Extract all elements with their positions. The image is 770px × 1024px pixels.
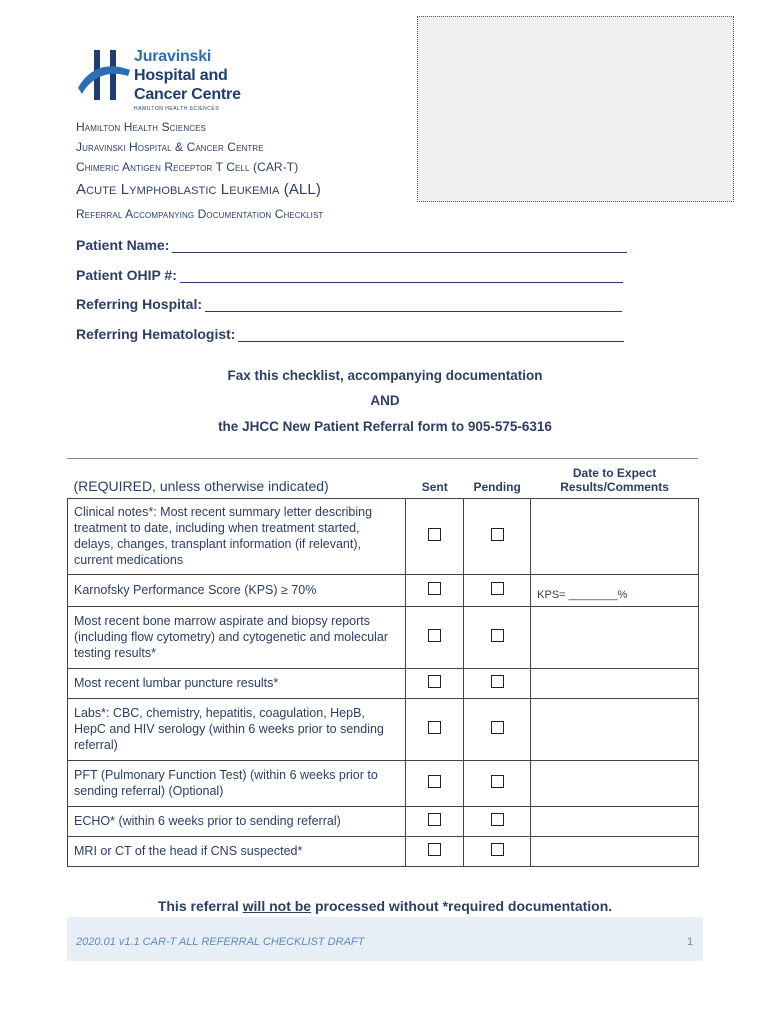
header-sent: Sent xyxy=(406,462,464,498)
row-comment[interactable] xyxy=(531,836,699,866)
required-documentation-note xyxy=(0,898,770,914)
row-comment[interactable] xyxy=(531,698,699,760)
referring-hematologist-field[interactable] xyxy=(76,326,624,342)
referring-hospital-field[interactable] xyxy=(76,296,622,312)
kps-comment[interactable]: KPS= ________% xyxy=(531,574,699,606)
row-comment[interactable] xyxy=(531,606,699,668)
pending-checkbox[interactable] xyxy=(491,843,504,856)
row-label: ECHO* (within 6 weeks prior to sending referral) xyxy=(68,806,406,836)
pending-checkbox[interactable] xyxy=(491,813,504,826)
fax-instruction-and: AND xyxy=(370,393,400,408)
sent-checkbox[interactable] xyxy=(428,721,441,734)
row-label: PFT (Pulmonary Function Test) (within 6 weeks prior to sending referral) (Optional) xyxy=(68,760,406,806)
header-required: (REQUIRED, unless otherwise indicated) xyxy=(68,462,406,498)
logo-subtitle: HAMILTON HEALTH SCIENCES xyxy=(134,106,220,112)
row-label: Labs*: CBC, chemistry, hepatitis, coagulation, HepB, HepC and HIV serology (within 6 weeks prior to sending referral) xyxy=(68,698,406,760)
patient-name-label: Patient Name: xyxy=(76,237,170,253)
page-number: 1 xyxy=(687,936,694,948)
logo-line-1: Juravinski xyxy=(134,48,212,65)
referring-hospital-label: Referring Hospital: xyxy=(76,296,203,312)
pending-checkbox[interactable] xyxy=(491,629,504,642)
table-row xyxy=(68,668,699,698)
header-pending: Pending xyxy=(464,462,531,498)
row-label: Clinical notes*: Most recent summary letter describing treatment to date, including when treatment started, delays, changes, transplant information (if relevant), current medications xyxy=(68,498,406,574)
patient-label-box xyxy=(417,16,734,202)
sent-checkbox[interactable] xyxy=(428,675,441,688)
pending-checkbox[interactable] xyxy=(491,721,504,734)
hospital-logo xyxy=(76,46,276,116)
sent-checkbox[interactable] xyxy=(428,582,441,595)
table-top-rule xyxy=(67,458,698,459)
document-id: 2020.01 v1.1 CAR-T ALL REFERRAL CHECKLIST DRAFT xyxy=(76,936,365,948)
referring-hematologist-label: Referring Hematologist: xyxy=(76,326,236,342)
sent-checkbox[interactable] xyxy=(428,775,441,788)
row-comment[interactable] xyxy=(531,806,699,836)
form-title: Referral Accompanying Documentation Checklist xyxy=(76,207,324,221)
referring-hematologist-line[interactable] xyxy=(238,327,624,342)
hospital-name: Juravinski Hospital & Cancer Centre xyxy=(76,140,264,154)
referring-hospital-line[interactable] xyxy=(205,297,622,312)
table-row xyxy=(68,760,699,806)
row-label: Most recent bone marrow aspirate and biopsy reports (including flow cytometry) and cytogenetic and molecular testing results* xyxy=(68,606,406,668)
table-row xyxy=(68,836,699,866)
fax-instruction-line-1: Fax this checklist, accompanying documentation xyxy=(227,368,543,383)
fax-instruction-line-3: the JHCC New Patient Referral form to 905-575-6316 xyxy=(218,419,552,434)
program-name: Chimeric Antigen Receptor T Cell (CAR-T) xyxy=(76,160,299,174)
disease-name: Acute Lymphoblastic Leukemia (ALL) xyxy=(76,181,321,198)
logo-line-2: Hospital and xyxy=(134,67,228,84)
logo-line-3: Cancer Centre xyxy=(134,86,241,103)
row-comment[interactable] xyxy=(531,498,699,574)
pending-checkbox[interactable] xyxy=(491,528,504,541)
sent-checkbox[interactable] xyxy=(428,843,441,856)
patient-ohip-field[interactable] xyxy=(76,267,623,283)
note-emphasis: will not be xyxy=(242,898,312,914)
logo-mark-icon xyxy=(76,46,132,104)
org-name: Hamilton Health Sciences xyxy=(76,120,206,134)
note-prefix: This referral xyxy=(157,898,243,914)
table-row xyxy=(68,498,699,574)
pending-checkbox[interactable] xyxy=(491,582,504,595)
table-row xyxy=(68,606,699,668)
row-label: Karnofsky Performance Score (KPS) ≥ 70% xyxy=(68,574,406,606)
table-row xyxy=(68,698,699,760)
patient-ohip-label: Patient OHIP #: xyxy=(76,267,177,283)
note-suffix: processed without *required documentation. xyxy=(311,898,613,914)
patient-name-line[interactable] xyxy=(172,238,627,253)
sent-checkbox[interactable] xyxy=(428,528,441,541)
row-label: MRI or CT of the head if CNS suspected* xyxy=(68,836,406,866)
patient-name-field[interactable] xyxy=(76,237,627,253)
sent-checkbox[interactable] xyxy=(428,629,441,642)
row-comment[interactable] xyxy=(531,668,699,698)
header-date: Date to Expect Results/Comments xyxy=(531,462,699,498)
pending-checkbox[interactable] xyxy=(491,775,504,788)
table-row xyxy=(68,806,699,836)
sent-checkbox[interactable] xyxy=(428,813,441,826)
documentation-checklist-table xyxy=(67,462,699,867)
pending-checkbox[interactable] xyxy=(491,675,504,688)
table-row xyxy=(68,574,699,606)
patient-ohip-line[interactable] xyxy=(180,268,623,283)
row-comment[interactable] xyxy=(531,760,699,806)
row-label: Most recent lumbar puncture results* xyxy=(68,668,406,698)
